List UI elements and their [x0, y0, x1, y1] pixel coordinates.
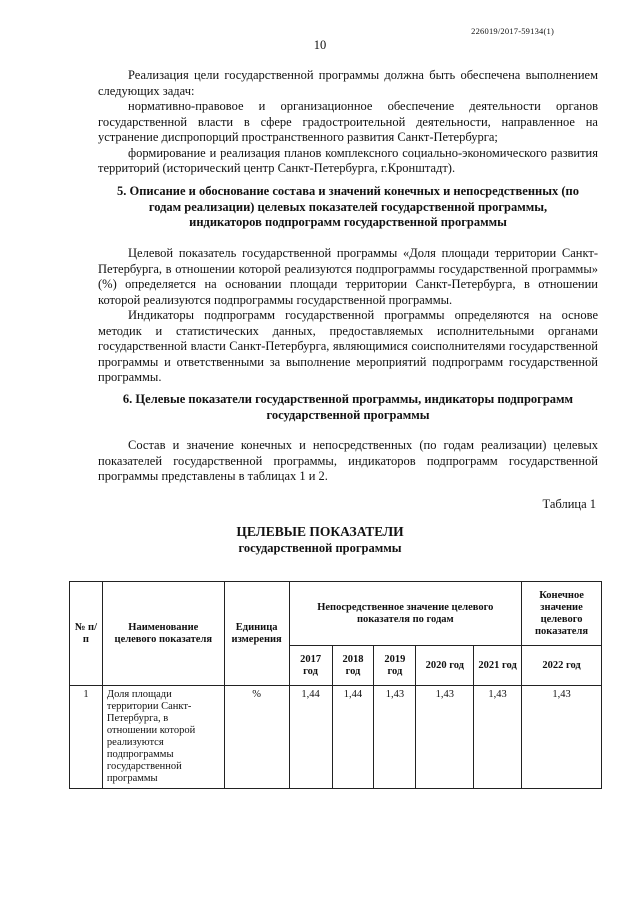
header-year-2017: 2017 год — [289, 646, 332, 686]
row-final-value: 1,43 — [522, 686, 602, 789]
intro-paragraph-1: Реализация цели государственной программы должна быть обеспечена выполнением следующих задач: — [98, 68, 598, 98]
section-5-body — [98, 246, 598, 386]
section-5-paragraph-1: Целевой показатель государственной программы «Доля площади территории Санкт-Петербурга, в отношении которой реализуются подпрограммы государственной программы» (%) определяется на основании площади территории Санкт-Петербурга, в отношении которой реализуются подпрограммы государственной программы. — [98, 246, 598, 307]
section-6-body — [98, 438, 598, 485]
row-value-2018: 1,44 — [332, 686, 374, 789]
section-5-title: 5. Описание и обоснование состава и значений конечных и непосредственных (по годам реализации) целевых показателей государственной программы, индикаторов подпрограмм государственной программы — [117, 184, 579, 229]
page-number: 10 — [313, 38, 327, 52]
header-year-2018: 2018 год — [332, 646, 374, 686]
row-value-2021: 1,43 — [474, 686, 522, 789]
section-5-paragraph-2: Индикаторы подпрограмм государственной программы определяются на основе методик и статистических данных, предоставляемых исполнительными органами государственной власти Санкт-Петербурга, являющимися соисполнителями государственной программы и ответственными за выполнение мероприятий подпрограмм государственной программы. — [98, 308, 598, 384]
table-label: Таблица 1 — [542, 497, 596, 511]
row-value-2017: 1,44 — [289, 686, 332, 789]
intro-paragraph-2: нормативно-правовое и организационное обеспечение деятельности органов государственной власти в сфере градостроительной деятельности, направленное на устранение диспропорций пространственного развития Санкт-Петербурга; — [98, 99, 598, 144]
row-indicator-name: Доля площади территории Санкт-Петербурга, в отношении которой реализуются подпрограммы государственной программы — [102, 686, 224, 789]
header-final-value: Конечное значение целевого показателя — [522, 582, 602, 646]
header-direct-values: Непосредственное значение целевого показателя по годам — [289, 582, 521, 646]
header-year-2022: 2022 год — [522, 646, 602, 686]
section-6-heading-block — [98, 392, 598, 423]
document-number: 226019/2017-59134(1) — [471, 26, 554, 36]
header-year-2020: 2020 год — [416, 646, 474, 686]
row-unit: % — [224, 686, 289, 789]
header-indicator-name: Наименование целевого показателя — [102, 582, 224, 686]
row-value-2019: 1,43 — [374, 686, 416, 789]
table-title — [0, 524, 640, 556]
row-number: 1 — [70, 686, 103, 789]
row-value-2020: 1,43 — [416, 686, 474, 789]
intro-block — [98, 68, 598, 177]
section-6-paragraph-1: Состав и значение конечных и непосредственных (по годам реализации) целевых показателей государственной программы, индикаторов подпрограмм государственной программы представлены в таблицах 1 и 2. — [98, 438, 598, 483]
targets-table — [69, 581, 602, 789]
table-title-line-2: государственной программы — [238, 541, 402, 555]
intro-paragraph-3: формирование и реализация планов комплексного социально-экономического развития территорий (исторический центр Санкт-Петербурга, г.Кронштадт). — [98, 145, 598, 175]
header-year-2021: 2021 год — [474, 646, 522, 686]
section-6-title: 6. Целевые показатели государственной программы, индикаторы подпрограмм государственной программы — [122, 392, 574, 422]
header-unit: Единица измерения — [224, 582, 289, 686]
table-row — [70, 686, 602, 789]
header-year-2019: 2019 год — [374, 646, 416, 686]
header-number: № п/п — [70, 582, 103, 686]
section-5-heading-block — [98, 184, 598, 231]
table-title-line-1: ЦЕЛЕВЫЕ ПОКАЗАТЕЛИ — [236, 524, 404, 539]
